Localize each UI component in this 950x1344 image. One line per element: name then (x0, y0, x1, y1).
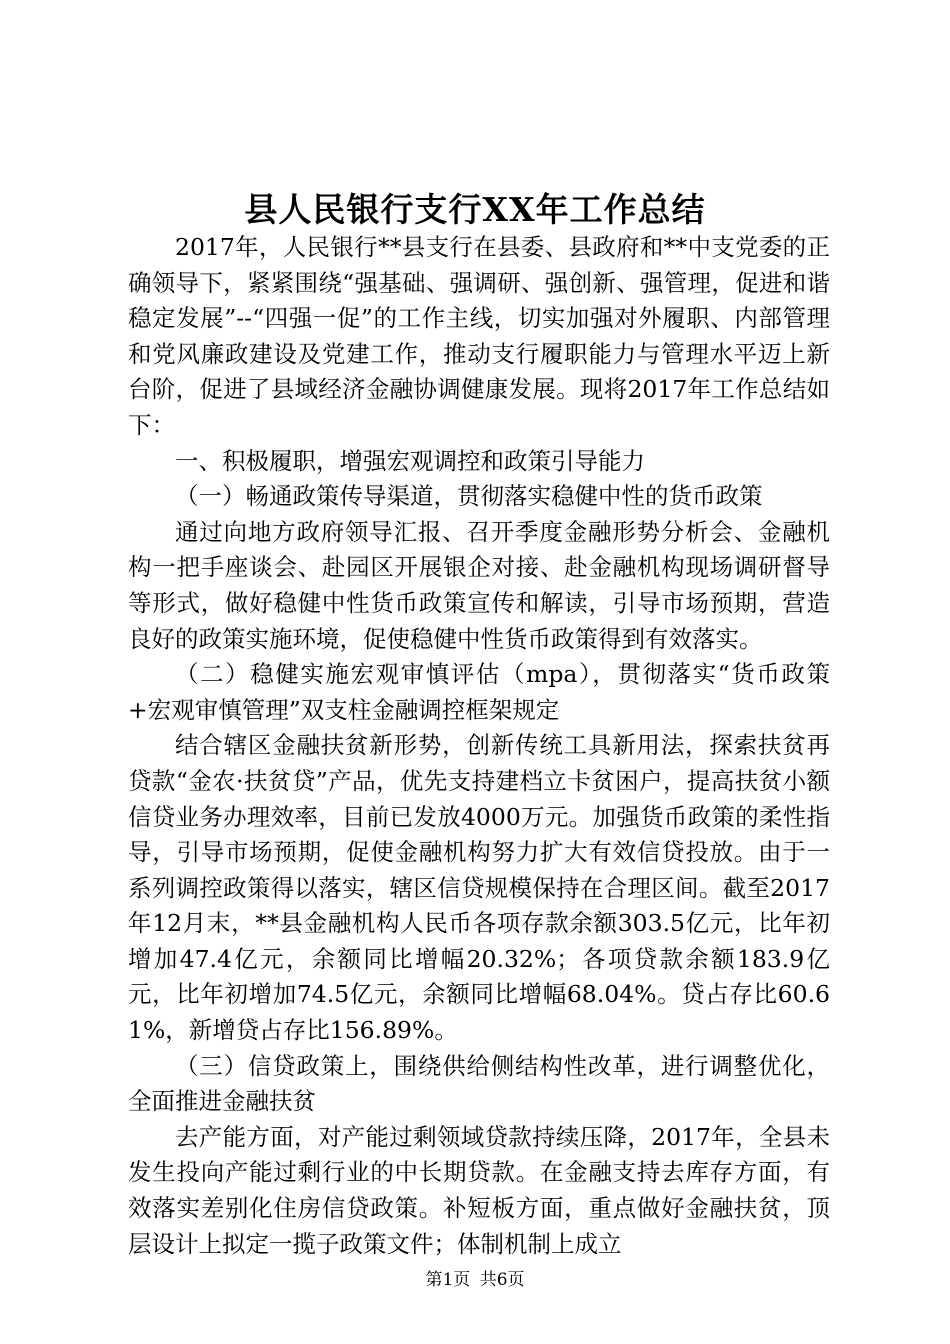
page-number: 第1页 (425, 1270, 471, 1290)
document-title: 县人民银行支行XX年工作总结 (244, 190, 706, 229)
page-footer (0, 1268, 950, 1292)
paragraph-policy-transmission: 通过向地方政府领导汇报、召开季度金融形势分析会、金融机构一把手座谈会、赴园区开展银企对接、赴金融机构现场调研督导等形式，做好稳健中性货币政策宣传和解读，引导市场预期，营造良好的政策实施环境，促使稳健中性货币政策得到有效落实。 (128, 517, 830, 653)
paragraph-capacity-reduction: 去产能方面，对产能过剩领域贷款持续压降，2017年，全县未发生投向产能过剩行业的中长期贷款。在金融支持去库存方面，有效落实差别化住房信贷政策。补短板方面，重点做好金融扶贫，顶层设计上拟定一揽子政策文件；体制机制上成立 (128, 1122, 830, 1258)
paragraph-poverty-finance: 结合辖区金融扶贫新形势，创新传统工具新用法，探索扶贫再贷款“金农·扶贫贷”产品，优先支持建档立卡贫困户，提高扶贫小额信贷业务办理效率，目前已发放4000万元。加强货币政策的柔性指导，引导市场预期，促使金融机构努力扩大有效信贷投放。由于一系列调控政策得以落实，辖区信贷规模保持在合理区间。截至2017年12月末，**县金融机构人民币各项存款余额303.5亿元，比年初增加47.4亿元，余额同比增幅20.32%；各项贷款余额183.9亿元，比年初增加74.5亿元，余额同比增幅68.04%。贷占存比60.61%，新增贷占存比156.89%。 (128, 731, 830, 1045)
total-pages: 共6页 (479, 1270, 525, 1290)
subsection-heading-2: （二）稳健实施宏观审慎评估（mpa），贯彻落实“货币政策+宏观审慎管理”双支柱金融调控框架规定 (128, 660, 830, 724)
document-body (128, 230, 830, 1262)
subsection-heading-1: （一）畅通政策传导渠道，贯彻落实稳健中性的货币政策 (175, 482, 763, 511)
subsection-heading-3: （三）信贷政策上，围绕供给侧结构性改革，进行调整优化，全面推进金融扶贫 (128, 1051, 830, 1116)
paragraph-intro: 2017年，人民银行**县支行在县委、县政府和**中支党委的正确领导下，紧紧围绕“强基础、强调研、强创新、强管理，促进和谐稳定发展”--“四强一促”的工作主线，切实加强对外履职、内部管理和党风廉政建设及党建工作，推动支行履职能力与管理水平迈上新台阶，促进了县域经济金融协调健康发展。现将2017年工作总结如下： (128, 233, 830, 439)
section-heading-1: 一、积极履职，增强宏观调控和政策引导能力 (175, 446, 645, 475)
